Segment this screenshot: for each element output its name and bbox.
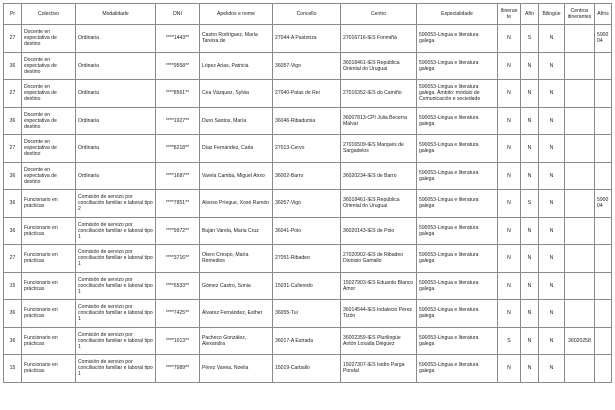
cell-especialidade: 590053-Lingua e literatura galega	[417, 300, 498, 328]
cell-dni: ****6533**	[156, 272, 200, 300]
cell-pr: 15	[4, 355, 22, 383]
cell-itinerante: N	[498, 217, 521, 245]
cell-pr: 36	[4, 107, 22, 135]
table-row	[4, 162, 612, 190]
cell-especialidade: 590053-Lingua e literatura galega	[417, 355, 498, 383]
cell-concello: 36041-Poio	[273, 217, 341, 245]
cell-centros-itinerantes: 36020258	[565, 327, 595, 355]
table-row	[4, 52, 612, 80]
cell-centro: 27020902-IES de Ribadeo Dionisio Gamallo	[341, 245, 417, 273]
cell-pr: 36	[4, 300, 22, 328]
header-concello: Concello	[273, 4, 341, 25]
cell-colectivo: Funcionario en prácticas	[22, 217, 76, 245]
table-header	[4, 4, 612, 25]
cell-bilingue: N	[539, 52, 565, 80]
cell-centros-itinerantes	[565, 355, 595, 383]
cell-bilingue: N	[539, 355, 565, 383]
cell-especialidade: 590053-Lingua e literatura galega	[417, 272, 498, 300]
header-afin: Afín	[521, 4, 539, 25]
cell-modalidade: Comisión de servizo por conciliación familiar e laboral tipo 1	[76, 355, 156, 383]
cell-bilingue: N	[539, 25, 565, 53]
cell-bilingue: N	[539, 245, 565, 273]
cell-modalidade: Ordinaria	[76, 52, 156, 80]
header-pr: Pr	[4, 4, 22, 25]
cell-concello: 27040-Palas de Rei	[273, 80, 341, 108]
table-body	[4, 25, 612, 383]
cell-centro: 27016352-IES do Camiño	[341, 80, 417, 108]
cell-concello: 36046-Ribadumia	[273, 107, 341, 135]
cell-afin: N	[521, 272, 539, 300]
cell-colectivo: Docente en expectativa de destino	[22, 162, 76, 190]
cell-afin: N	[521, 107, 539, 135]
cell-pr: 27	[4, 80, 22, 108]
cell-concello: 36055-Tui	[273, 300, 341, 328]
cell-centro: 36020143-IES de Poio	[341, 217, 417, 245]
cell-pr: 27	[4, 25, 22, 53]
cell-bilingue: N	[539, 327, 565, 355]
cell-especialidade: 590053-Lingua e literatura galega	[417, 25, 498, 53]
cell-apelidos-e-nome: Buján Varela, María Cruz	[200, 217, 273, 245]
cell-itinerante: N	[498, 355, 521, 383]
table-row	[4, 80, 612, 108]
cell-centros-itinerantes	[565, 135, 595, 163]
cell-centros-itinerantes	[565, 52, 595, 80]
cell-centros-itinerantes	[565, 80, 595, 108]
table-row	[4, 135, 612, 163]
cell-especialidade: 590053-Lingua e literatura galega	[417, 217, 498, 245]
cell-dni: ****7989**	[156, 355, 200, 383]
cell-itinerante: N	[498, 25, 521, 53]
cell-afins	[595, 245, 612, 273]
cell-modalidade: Ordinaria	[76, 25, 156, 53]
cell-bilingue: N	[539, 135, 565, 163]
cell-afins: 590004	[595, 25, 612, 53]
cell-especialidade: 590053-Lingua e literatura galega	[417, 162, 498, 190]
cell-modalidade: Comisión de servizo por conciliación familiar e laboral tipo 2	[76, 190, 156, 218]
cell-afin: S	[521, 25, 539, 53]
cell-dni: ****3716**	[156, 245, 200, 273]
header-bilingue: Bilingüe	[539, 4, 565, 25]
cell-especialidade: 590053-Lingua e literatura galega	[417, 135, 498, 163]
cell-pr: 36	[4, 327, 22, 355]
cell-apelidos-e-nome: Gómez Castro, Sonia	[200, 272, 273, 300]
cell-apelidos-e-nome: Varela Camba, Miguel Anxo	[200, 162, 273, 190]
cell-afins	[595, 135, 612, 163]
cell-afin: N	[521, 300, 539, 328]
cell-afins	[595, 217, 612, 245]
cell-centro: 36002359-IES Plurilingüe Antón Losada Diéguez	[341, 327, 417, 355]
cell-bilingue: N	[539, 80, 565, 108]
cell-centro: 36020234-IES de Barro	[341, 162, 417, 190]
cell-colectivo: Docente en expectativa de destino	[22, 52, 76, 80]
cell-bilingue: N	[539, 190, 565, 218]
cell-centro: 36018461-IES República Oriental do Uruguai	[341, 190, 417, 218]
cell-pr: 36	[4, 52, 22, 80]
cell-modalidade: Comisión de servizo por conciliación familiar e laboral tipo 1	[76, 327, 156, 355]
header-itinerante: Itinerante	[498, 4, 521, 25]
header-apelidos-e-nome: Apelidos e nome	[200, 4, 273, 25]
cell-concello: 27051-Ribadeo	[273, 245, 341, 273]
cell-centros-itinerantes	[565, 272, 595, 300]
cell-modalidade: Comisión de servizo por conciliación familiar e laboral tipo 1	[76, 245, 156, 273]
table-row	[4, 355, 612, 383]
cell-afins	[595, 80, 612, 108]
cell-concello: 27044-A Pastoriza	[273, 25, 341, 53]
cell-dni: ****7851**	[156, 190, 200, 218]
cell-afins	[595, 162, 612, 190]
cell-modalidade: Ordinaria	[76, 162, 156, 190]
cell-pr: 15	[4, 272, 22, 300]
cell-pr: 27	[4, 245, 22, 273]
cell-afin: N	[521, 217, 539, 245]
cell-concello: 15019-Carballo	[273, 355, 341, 383]
cell-centro: 36007813-CPI Julia Becerra Malvar	[341, 107, 417, 135]
cell-apelidos-e-nome: Pérez Vareia, Noelia	[200, 355, 273, 383]
cell-bilingue: N	[539, 217, 565, 245]
cell-afins: 590004	[595, 190, 612, 218]
cell-itinerante: N	[498, 107, 521, 135]
cell-concello: 36017-A Estrada	[273, 327, 341, 355]
table-row	[4, 25, 612, 53]
cell-pr: 36	[4, 190, 22, 218]
cell-centro: 27016716-IES Fonmiñá	[341, 25, 417, 53]
cell-modalidade: Comisión de servizo por conciliación familiar e laboral tipo 1	[76, 217, 156, 245]
cell-colectivo: Funcionario en prácticas	[22, 190, 76, 218]
cell-afins	[595, 327, 612, 355]
cell-itinerante: N	[498, 162, 521, 190]
cell-afins	[595, 272, 612, 300]
table-row	[4, 272, 612, 300]
cell-afin: S	[521, 190, 539, 218]
cell-centros-itinerantes	[565, 190, 595, 218]
header-afins: Afíns	[595, 4, 612, 25]
cell-afin: N	[521, 355, 539, 383]
header-centros-itinerantes: Centros itinerantes	[565, 4, 595, 25]
cell-dni: ****1927**	[156, 107, 200, 135]
cell-afins	[595, 107, 612, 135]
cell-dni: ****1013**	[156, 327, 200, 355]
cell-concello: 36002-Barro	[273, 162, 341, 190]
cell-afins	[595, 300, 612, 328]
cell-apelidos-e-nome: Díaz Fernández, Carla	[200, 135, 273, 163]
cell-apelidos-e-nome: López Arias, Patricia	[200, 52, 273, 80]
cell-afin: N	[521, 135, 539, 163]
cell-itinerante: N	[498, 245, 521, 273]
cell-modalidade: Ordinaria	[76, 80, 156, 108]
cell-especialidade: 590053-Lingua e literatura galega	[417, 107, 498, 135]
cell-dni: ****1443**	[156, 25, 200, 53]
cell-centros-itinerantes	[565, 162, 595, 190]
cell-dni: ****9558**	[156, 52, 200, 80]
cell-modalidade: Ordinaria	[76, 135, 156, 163]
cell-apelidos-e-nome: Otero Crespo, María Remedios	[200, 245, 273, 273]
cell-itinerante: N	[498, 52, 521, 80]
cell-itinerante: N	[498, 272, 521, 300]
cell-centros-itinerantes	[565, 217, 595, 245]
cell-pr: 36	[4, 217, 22, 245]
cell-colectivo: Funcionario en prácticas	[22, 272, 76, 300]
header-centro: Centro	[341, 4, 417, 25]
cell-afin: N	[521, 52, 539, 80]
cell-centros-itinerantes	[565, 300, 595, 328]
table-row	[4, 190, 612, 218]
cell-concello: 15031-Culleredo	[273, 272, 341, 300]
header-dni: DNI	[156, 4, 200, 25]
header-modalidade: Modalidade	[76, 4, 156, 25]
cell-especialidade: 590053-Lingua e literatura galega. Ámbito: módulo de Comunicación e sociedade	[417, 80, 498, 108]
cell-colectivo: Funcionario en prácticas	[22, 327, 76, 355]
cell-itinerante: N	[498, 300, 521, 328]
cell-centro: 36018461-IES República Oriental do Uruguai	[341, 52, 417, 80]
cell-afins	[595, 355, 612, 383]
assignments-table	[3, 3, 612, 383]
cell-centro: 15027307-IES Isidro Parga Pondal	[341, 355, 417, 383]
cell-afins	[595, 52, 612, 80]
cell-centros-itinerantes	[565, 107, 595, 135]
cell-dni: ****9972**	[156, 217, 200, 245]
cell-especialidade: 590053-Lingua e literatura galega	[417, 52, 498, 80]
cell-bilingue: N	[539, 162, 565, 190]
cell-apelidos-e-nome: Cea Vázquez, Sylvia	[200, 80, 273, 108]
cell-apelidos-e-nome: Alonso Príegue, Xosé Ramón	[200, 190, 273, 218]
cell-itinerante: N	[498, 135, 521, 163]
cell-bilingue: N	[539, 272, 565, 300]
cell-afin: N	[521, 162, 539, 190]
cell-afin: N	[521, 245, 539, 273]
cell-pr: 36	[4, 162, 22, 190]
cell-especialidade: 590053-Lingua e literatura galega	[417, 190, 498, 218]
cell-especialidade: 590053-Lingua e literatura galega	[417, 327, 498, 355]
cell-bilingue: N	[539, 300, 565, 328]
cell-bilingue: N	[539, 107, 565, 135]
table-row	[4, 327, 612, 355]
cell-colectivo: Funcionario en prácticas	[22, 355, 76, 383]
cell-colectivo: Docente en expectativa de destino	[22, 25, 76, 53]
cell-pr: 27	[4, 135, 22, 163]
cell-apelidos-e-nome: Castro Rodríguez, María Tareixa de	[200, 25, 273, 53]
cell-concello: 27013-Cervo	[273, 135, 341, 163]
cell-modalidade: Ordinaria	[76, 107, 156, 135]
cell-centros-itinerantes	[565, 245, 595, 273]
cell-dni: ****7425**	[156, 300, 200, 328]
cell-dni: ****8218**	[156, 135, 200, 163]
table-row	[4, 245, 612, 273]
table-row	[4, 107, 612, 135]
cell-colectivo: Funcionario en prácticas	[22, 245, 76, 273]
cell-especialidade: 590053-Lingua e literatura galega	[417, 245, 498, 273]
cell-apelidos-e-nome: Álvarez Fernández, Esther	[200, 300, 273, 328]
cell-modalidade: Comisión de servizo por conciliación familiar e laboral tipo 1	[76, 300, 156, 328]
cell-colectivo: Docente en expectativa de destino	[22, 80, 76, 108]
cell-itinerante: N	[498, 80, 521, 108]
cell-itinerante: S	[498, 327, 521, 355]
cell-concello: 36057-Vigo	[273, 52, 341, 80]
cell-dni: ****8561**	[156, 80, 200, 108]
cell-afin: N	[521, 327, 539, 355]
header-colectivo: Colectivo	[22, 4, 76, 25]
header-especialidade: Especialidade	[417, 4, 498, 25]
cell-colectivo: Docente en expectativa de destino	[22, 135, 76, 163]
table-row	[4, 217, 612, 245]
cell-colectivo: Funcionario en prácticas	[22, 300, 76, 328]
cell-modalidade: Comisión de servizo por conciliación familiar e laboral tipo 1	[76, 272, 156, 300]
header-row	[4, 4, 612, 25]
cell-colectivo: Docente en expectativa de destino	[22, 107, 76, 135]
cell-centro: 36014544-IES Indalecio Pérez Tizón	[341, 300, 417, 328]
cell-centros-itinerantes	[565, 25, 595, 53]
cell-dni: ****1687**	[156, 162, 200, 190]
cell-concello: 36057-Vigo	[273, 190, 341, 218]
table-row	[4, 300, 612, 328]
cell-centro: 27016509-IES Marqués de Sargadelos	[341, 135, 417, 163]
cell-itinerante: N	[498, 190, 521, 218]
cell-centro: 15027903-IES Eduardo Blanco Amor	[341, 272, 417, 300]
cell-apelidos-e-nome: Pacheco González, Alexandra	[200, 327, 273, 355]
cell-afin: N	[521, 80, 539, 108]
cell-apelidos-e-nome: Duro Santos, María	[200, 107, 273, 135]
